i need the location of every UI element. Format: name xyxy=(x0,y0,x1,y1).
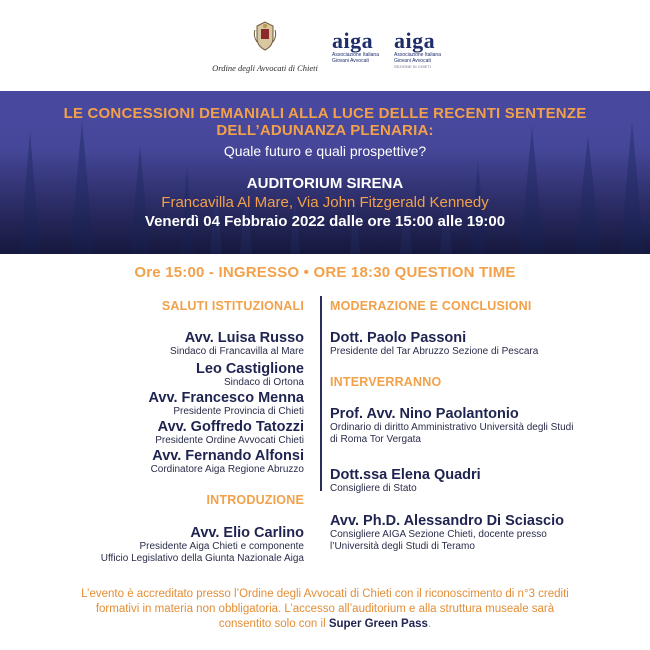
speaker-entry xyxy=(196,361,304,389)
event-banner xyxy=(0,91,650,254)
footer-text: consentito solo con il xyxy=(218,618,329,630)
speaker-name: Avv. Luisa Russo xyxy=(184,330,304,346)
moderation-heading: MODERAZIONE E CONCLUSIONI xyxy=(330,299,532,313)
aiga-logo-line: Associazione Italiana xyxy=(394,52,441,58)
speaker-role: Presidente Aiga Chieti e componente xyxy=(139,541,304,552)
footer-text: . xyxy=(427,618,432,630)
event-title-line1: LE CONCESSIONI DEMANIALI ALLA LUCE DELLE RECENTI SENTENZE xyxy=(63,105,587,122)
speaker-role: Ufficio Legislativo della Giunta Nazionale Aiga xyxy=(100,553,304,564)
speaker-role: Presidente Provincia di Chieti xyxy=(173,406,304,417)
aiga-logo-line: Giovani Avvocati xyxy=(332,58,369,64)
speaker-entry xyxy=(101,525,304,565)
speaker-name: Avv. Ph.D. Alessandro Di Sciascio xyxy=(330,513,564,529)
event-address: Francavilla Al Mare, Via John Fitzgerald Kennedy xyxy=(161,194,489,211)
footer-line: formativi in materia non obbligatoria. L’accesso all’auditorium e alla struttura museale sarà xyxy=(95,603,555,615)
speaker-entry xyxy=(155,419,304,447)
speaker-entry xyxy=(151,448,304,476)
speaker-entry xyxy=(330,467,481,495)
speaker-name: Dott.ssa Elena Quadri xyxy=(330,467,481,483)
speaker-role: Consigliere AIGA Sezione Chieti, docente presso xyxy=(330,529,547,540)
event-date: Venerdì 04 Febbraio 2022 dalle ore 15:00 alle 19:00 xyxy=(144,213,506,230)
aiga-logo-word: aiga xyxy=(394,28,436,53)
speaker-role: di Roma Tor Vergata xyxy=(330,434,421,445)
speaker-role: Cordinatore Aiga Regione Abruzzo xyxy=(150,464,304,475)
crest-icon xyxy=(253,20,277,52)
speaker-role: Consigliere di Stato xyxy=(330,483,417,494)
accreditation-note xyxy=(0,587,650,632)
event-venue: AUDITORIUM SIRENA xyxy=(246,175,404,192)
header-logos xyxy=(0,18,650,78)
speaker-role: Presidente Ordine Avvocati Chieti xyxy=(155,435,304,446)
speaker-name: Avv. Francesco Menna xyxy=(148,390,304,406)
aiga-logo-line: Associazione Italiana xyxy=(332,52,379,58)
speaker-entry xyxy=(170,330,304,358)
speaker-role: Presidente del Tar Abruzzo Sezione di Pescara xyxy=(330,346,539,357)
speaker-role: l’Università degli Studi di Teramo xyxy=(330,541,475,552)
crest-caption: Ordine degli Avvocati di Chieti xyxy=(212,63,318,73)
banner-text xyxy=(0,91,650,230)
speaker-role: Sindaco di Francavilla al Mare xyxy=(170,346,304,357)
aiga-logo-line: SEZIONE DI CHIETI xyxy=(394,64,431,69)
event-subtitle: Quale futuro e quali prospettive? xyxy=(223,143,427,159)
event-title-line2: DELL’ADUNANZA PLENARIA: xyxy=(216,122,434,139)
speaker-name: Leo Castiglione xyxy=(196,361,304,377)
speaker-role: Sindaco di Ortona xyxy=(223,377,304,388)
speaker-name: Prof. Avv. Nino Paolantonio xyxy=(330,406,519,422)
speaker-name: Avv. Fernando Alfonsi xyxy=(152,448,304,464)
aiga-chieti-logo xyxy=(394,30,441,69)
footer-line: L’evento è accreditato presso l’Ordine degli Avvocati di Chieti con il riconoscimento di n°3 crediti xyxy=(81,588,569,600)
speaker-name: Avv. Goffredo Tatozzi xyxy=(157,419,304,435)
speaker-entry xyxy=(330,330,538,358)
speaker-name: Dott. Paolo Passoni xyxy=(330,330,467,346)
speakers-heading: INTERVERRANNO xyxy=(330,375,442,389)
event-schedule: Ore 15:00 - INGRESSO • ORE 18:30 QUESTION TIME xyxy=(134,264,516,281)
speaker-entry xyxy=(330,406,573,446)
speaker-entry xyxy=(330,513,564,553)
speaker-name: Avv. Elio Carlino xyxy=(190,525,304,541)
green-pass-highlight: Super Green Pass xyxy=(328,618,428,630)
aiga-logo xyxy=(332,30,379,64)
bar-association-logo xyxy=(205,18,325,73)
speaker-role: Ordinario di diritto Amministrativo Università degli Studi xyxy=(330,422,574,433)
aiga-logo-word: aiga xyxy=(332,28,374,53)
column-divider xyxy=(320,296,322,491)
introduction-heading: INTRODUZIONE xyxy=(206,493,304,507)
footer-line xyxy=(0,617,650,632)
speaker-entry xyxy=(148,390,304,418)
greetings-heading: SALUTI ISTITUZIONALI xyxy=(161,299,304,313)
aiga-logo-line: Giovani Avvocati xyxy=(394,58,431,64)
